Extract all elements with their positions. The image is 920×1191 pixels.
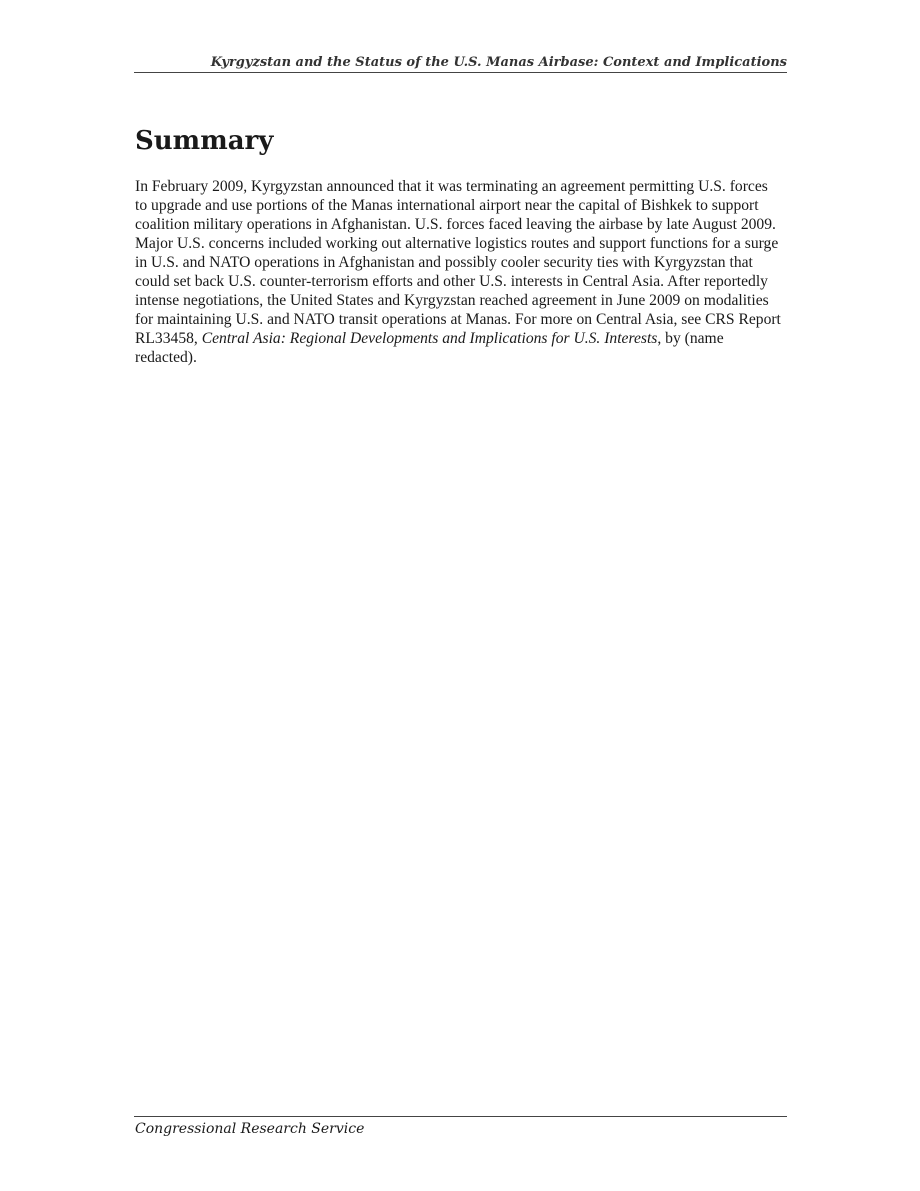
page-title: Summary <box>135 126 274 156</box>
summary-text-part2: , by (name redacted). <box>135 330 724 366</box>
footer-organization: Congressional Research Service <box>135 1121 365 1137</box>
summary-text-part1: In February 2009, Kyrgyzstan announced that it was terminating an agreement permitting U.S. forces to upgrade and use portions of the Manas international airport near the capital of Bishkek to support coalition military operations in Afghanistan. U.S. forces faced leaving the airbase by late August 2009. Major U.S. concerns included working out alternative logistics routes and support functions for a surge in U.S. and NATO operations in Afghanistan and possibly cooler security ties with Kyrgyzstan that could set back U.S. counter-terrorism efforts and other U.S. interests in Central Asia. After reportedly intense negotiations, the United States and Kyrgyzstan reached agreement in June 2009 on modalities for maintaining U.S. and NATO transit operations at Manas. For more on Central Asia, see CRS Report RL33458, <box>135 178 781 347</box>
report-title: Central Asia: Regional Developments and Implications for U.S. Interests <box>201 330 658 347</box>
header-rule <box>134 72 787 73</box>
summary-paragraph <box>135 177 783 367</box>
running-header: Kyrgyzstan and the Status of the U.S. Manas Airbase: Context and Implications <box>210 55 787 70</box>
footer-rule <box>134 1116 787 1117</box>
